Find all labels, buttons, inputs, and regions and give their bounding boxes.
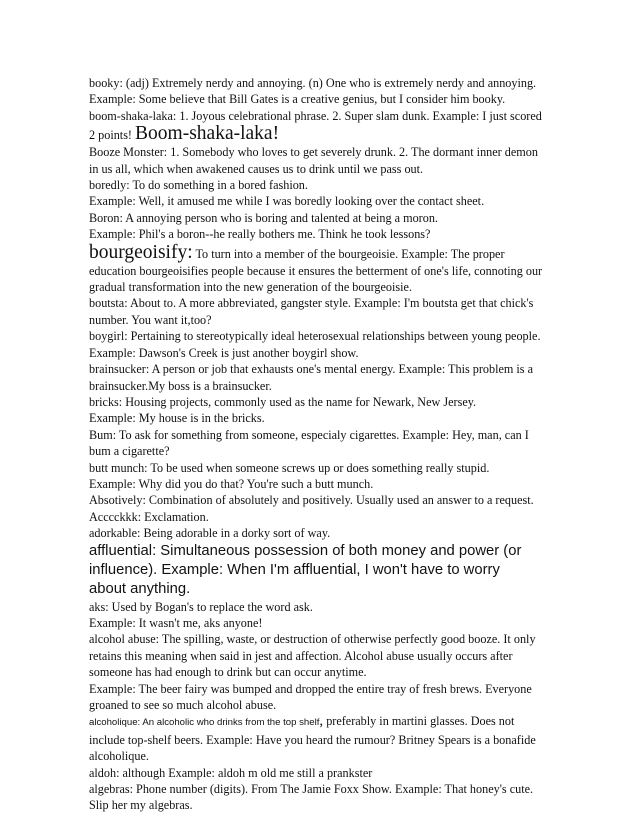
text-line: booky: (adj) Extremely nerdy and annoying. (n) One who is extremely nerdy and annoying. [89,76,537,90]
text-line: include top-shelf beers. Example: Have you heard the rumour? Britney Spears is a bonafide [89,732,536,747]
text-line-mixed [89,124,559,144]
text-line: alcohol abuse: The spilling, waste, or destruction of otherwise perfectly good booze. It only [89,632,536,647]
comma-run: , [319,713,324,730]
text-line: Slip her my algebras. [89,798,193,813]
text-line: brainsucker.My boss is a brainsucker. [89,378,272,393]
small-sans-run: alcoholique: An alcoholic who drinks from the top shelf [89,717,320,729]
text-run: preferably in martini glasses. Does not [323,714,515,729]
document-page [89,75,559,814]
text-line-mixed [89,243,559,263]
large-phrase: Boom-shaka-laka! [135,123,280,145]
text-line: aldoh: although Example: aldoh m old me still a prankster [89,765,373,780]
text-line: bum a cigarette? [89,444,170,459]
text-line: Acccckkk: Exclamation. [89,509,209,524]
text-line: Booze Monster: 1. Somebody who loves to get severely drunk. 2. The dormant inner demon [89,145,538,160]
text-line: alcoholique. [89,749,149,764]
text-line: in us all, which when awakened causes us to drink until we pass out. [89,161,424,176]
text-line: boredly: To do something in a bored fashion. [89,178,308,193]
large-sans-line: influence). Example: When I'm affluential, I won't have to worry [89,561,500,578]
text-line: Boron: A annoying person who is boring and talented at being a moron. [89,210,438,225]
text-line: Example: My house is in the bricks. [89,411,265,426]
large-sans-line: about anything. [89,580,191,597]
text-run: 2 points! [89,128,136,143]
text-line: Example: Dawson's Creek is just another boygirl show. [89,345,359,360]
text-line: Absotively: Combination of absolutely and positively. Usually used an answer to a request. [89,493,534,508]
text-line: Example: Well, it amused me while I was boredly looking over the contact sheet. [89,194,485,209]
text-line: aks: Used by Bogan's to replace the word ask. [89,599,313,614]
text-line: gradual transformation into the new generation of the bourgeoisie. [89,280,412,295]
text-line: Example: The beer fairy was bumped and dropped the entire tray of fresh brews. Everyone [89,681,532,696]
text-line-mixed [89,713,559,731]
text-line: someone has had enough to drink but can occur anytime. [89,665,367,680]
text-line: boutsta: About to. A more abbreviated, gangster style. Example: I'm boutsta get that chick's [89,296,534,311]
text-line: education bourgeoisifies people because it ensures the betterment of one's life, connoting our [89,263,543,278]
text-line: number. You want it,too? [89,312,212,327]
large-term: bourgeoisify: [89,241,193,263]
text-run: To turn into a member of the bourgeoisie. Example: The proper [192,246,505,261]
text-line: Bum: To ask for something from someone, especialy cigarettes. Example: Hey, man, can I [89,427,529,442]
text-line: Example: Some believe that Bill Gates is a creative genius, but I consider him booky. [89,92,506,107]
text-line: adorkable: Being adorable in a dorky sort of way. [89,526,331,541]
text-line: boom-shaka-laka: 1. Joyous celebrational phrase. 2. Super slam dunk. Example: I just scored [89,108,542,123]
text-line: Example: Phil's a boron--he really bothers me. Think he took lessons? [89,227,431,242]
text-line: Example: Why did you do that? You're such a butt munch. [89,476,374,491]
text-line: brainsucker: A person or job that exhausts one's mental energy. Example: This problem is a [89,362,534,377]
text-line: groaned to see so much alcohol abuse. [89,698,277,712]
text-line: boygirl: Pertaining to stereotypically ideal heterosexual relationships between young people. [89,329,541,344]
text-line: Example: It wasn't me, aks anyone! [89,615,263,630]
text-line: bricks: Housing projects, commonly used as the name for Newark, New Jersey. [89,394,477,409]
text-line: algebras: Phone number (digits). From The Jamie Foxx Show. Example: That honey's cute. [89,782,534,797]
large-sans-line: affluential: Simultaneous possession of both money and power (or [89,542,522,559]
text-line: retains this meaning when said in jest and affection. Alcohol abuse usually occurs after [89,648,513,663]
text-line: butt munch: To be used when someone screws up or does something really stupid. [89,460,490,475]
